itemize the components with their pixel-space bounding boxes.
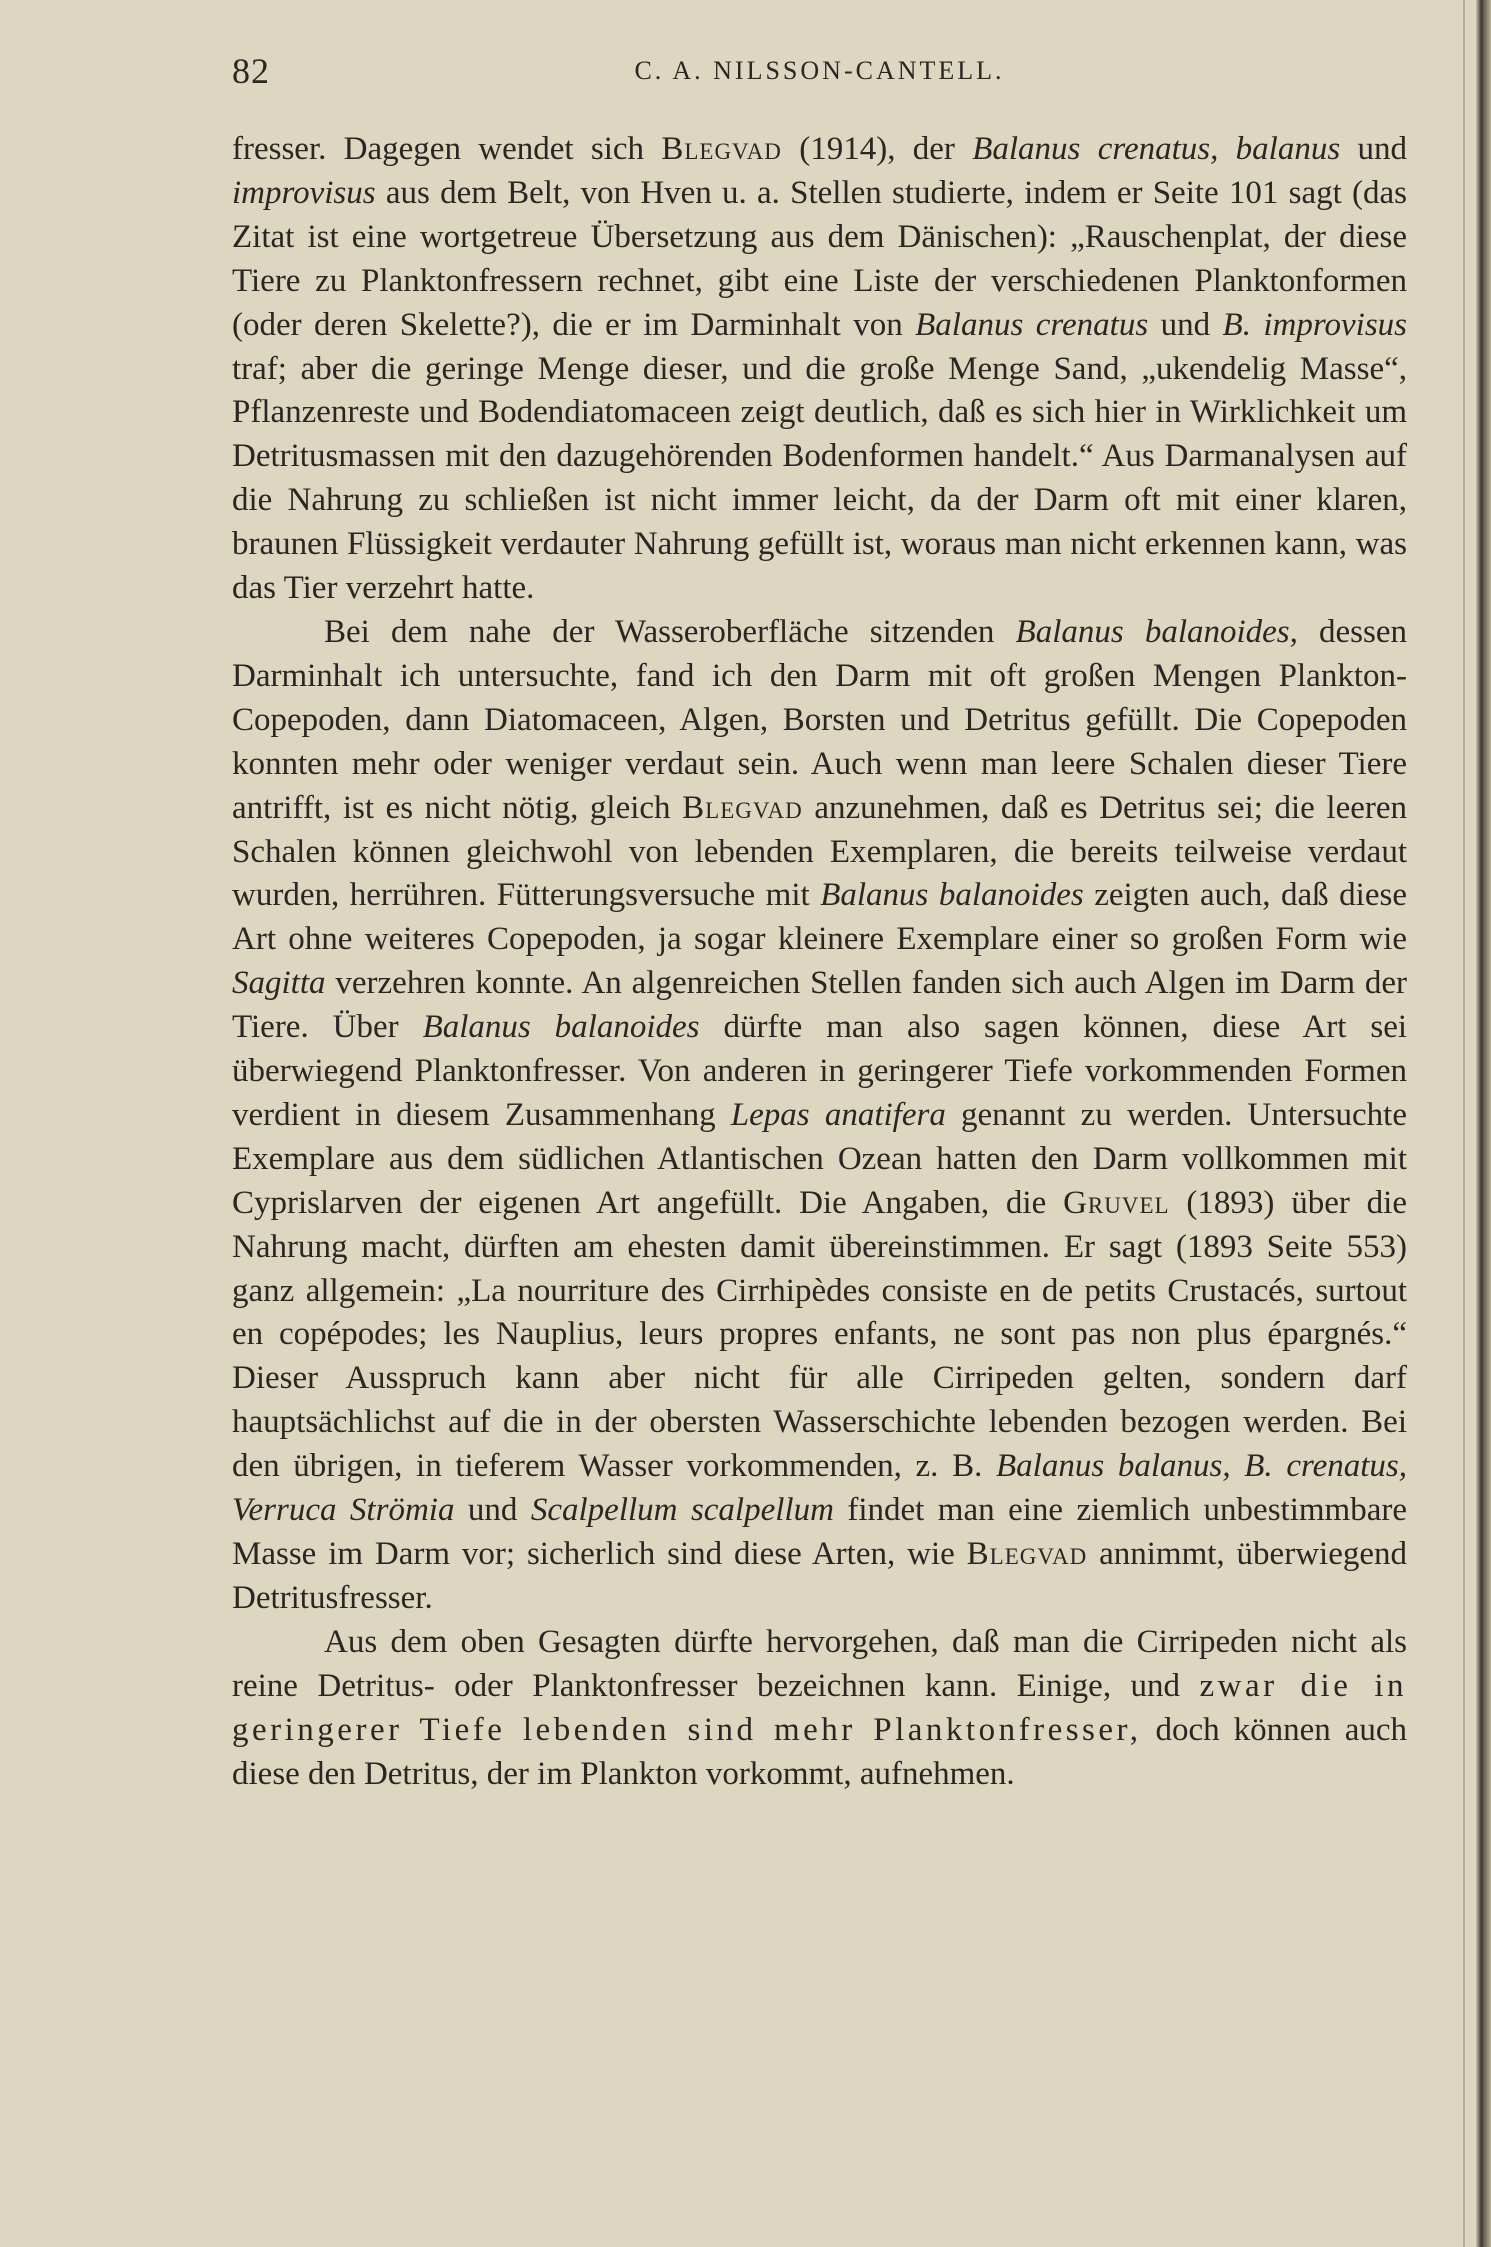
running-title: C. A. NILSSON-CANTELL. [634,56,1005,85]
author-name: Gruvel [1063,1184,1170,1221]
text-run: dürfte man also sagen können, diese Art sei überwiegend Planktonfresser. Von anderen in geringerer Tiefe vorkommenden Formen verdient in diesem Zusammenhang [232,1009,1408,1133]
text-run: Bei dem nahe der Wasseroberfläche sitzenden [324,613,1016,650]
italic-term: Balanus balanoides [422,1009,700,1046]
emphasized-text: zwar die in geringerer Tiefe lebenden sind mehr Planktonfresser, [232,1667,1407,1748]
text-run: genannt zu werden. Untersuchte Exemplare aus dem südlichen Atlantischen Ozean hatten den Darm vollkommen mit Cyprislarven der eigenen Art angefüllt. Die Angaben, die [232,1096,1407,1221]
italic-term: improvisus [232,174,376,211]
author-name: Blegvad [661,131,782,167]
italic-term: Balanus balanoides [820,877,1084,914]
book-spine-edge [1476,0,1491,2247]
italic-term: Sagitta [232,965,326,1002]
paragraph [232,611,1407,1621]
author-name: Blegvad [682,789,803,826]
text-run: fresser. Dagegen wendet sich [232,131,662,167]
text-run: und [1340,131,1407,167]
text-run: traf; aber die geringe Menge dieser, und die große Menge Sand, „ukendelig Masse“, Pflanzenreste und Bodendiatomaceen zeigt deutlich, daß es sich hier in Wirklichkeit um Detritusmassen mit den dazugehörenden Bodenformen handelt.“ Aus Darmanalysen auf die Nahrung zu schließen ist nicht immer leicht, da der Darm oft mit einer klaren, braunen Flüssigkeit verdauter Nahrung gefüllt ist, woraus man nicht erkennen kann, was das Tier verzehrt hatte. [232,350,1407,607]
italic-term: Balanus crenatus, balanus [972,131,1341,167]
text-run: zeigten auch, daß diese Art ohne weiteres Copepoden, ja sogar kleinere Exemplare einer so großen Form wie [232,877,1407,958]
text-run: findet man eine ziemlich unbestimmbare Masse im Darm vor; sicherlich sind diese Arten, wie [232,1492,1407,1572]
author-name: Blegvad [966,1536,1088,1572]
text-run: (1914), der [781,131,973,167]
page-fold-line [1463,0,1465,2247]
italic-term: Balanus crenatus [915,306,1149,343]
page-number: 82 [232,51,270,91]
text-run: (1893) über die Nahrung macht, dürften am ehesten damit übereinstimmen. Er sagt (1893 Seite 553) ganz allgemein: „La nourriture des Cirrhipèdes consiste en de petits Crustacés, surtout en copépodes; les Nauplius, leurs propres enfants, ne sont pas non plus épargnés.“ Dieser Ausspruch kann aber nicht für alle Cirripeden gelten, sondern darf hauptsächlichst auf die in der obersten Wasserschichte lebenden bezogen werden. Bei den übrigen, in tieferem Wasser vorkommenden, z. B. [232,1184,1407,1485]
text-run: aus dem Belt, von Hven u. a. Stellen studierte, indem er Seite 101 sagt (das Zitat ist eine wortgetreue Übersetzung aus dem Dänischen): „Rauschenplat, der diese Tiere zu Planktonfressern rechnet, gibt eine Liste der verschiedenen Planktonformen (oder deren Skelette?), die er im Darminhalt von [232,174,1407,343]
text-run: doch können auch diese den Detritus, der im Plankton vorkommt, aufnehmen. [232,1711,1407,1792]
paragraph [232,1621,1407,1797]
text-run: anzunehmen, daß es Detritus sei; die leeren Schalen können gleichwohl von lebenden Exemplaren, die bereits teilweise verdaut wurden, herrühren. Fütterungsversuche mit [232,789,1407,914]
italic-term: Balanus balanoides, [1015,613,1298,650]
text-run: dessen Darminhalt ich untersuchte, fand ich den Darm mit oft großen Mengen Plankton-Copepoden, dann Diatomaceen, Algen, Borsten und Detritus gefüllt. Die Copepoden konnten mehr oder weniger verdaut sein. Auch wenn man leere Schalen dieser Tiere antrifft, ist es nicht nötig, gleich [232,613,1408,826]
text-run: und [454,1492,531,1529]
paragraph [232,128,1407,611]
text-run: Aus dem oben Gesagten dürfte hervorgehen, daß man die Cirripeden nicht als reine Detritus- oder Planktonfresser bezeichnen kann. Einige, und [232,1623,1407,1704]
text-run: verzehren konnte. An algenreichen Stellen fanden sich auch Algen im Darm der Tiere. Über [232,965,1407,1046]
text-run: annimmt, überwiegend Detritusfresser. [232,1536,1407,1616]
italic-term: Lepas anatifera [730,1096,946,1133]
text-run: und [1148,306,1223,343]
page-header [232,50,1407,100]
italic-term: Balanus balanus, B. crenatus, Verruca Strömia [232,1448,1407,1529]
body-text [232,128,1407,1796]
italic-term: B. improvisus [1222,306,1408,343]
italic-term: Scalpellum scalpellum [530,1492,834,1529]
